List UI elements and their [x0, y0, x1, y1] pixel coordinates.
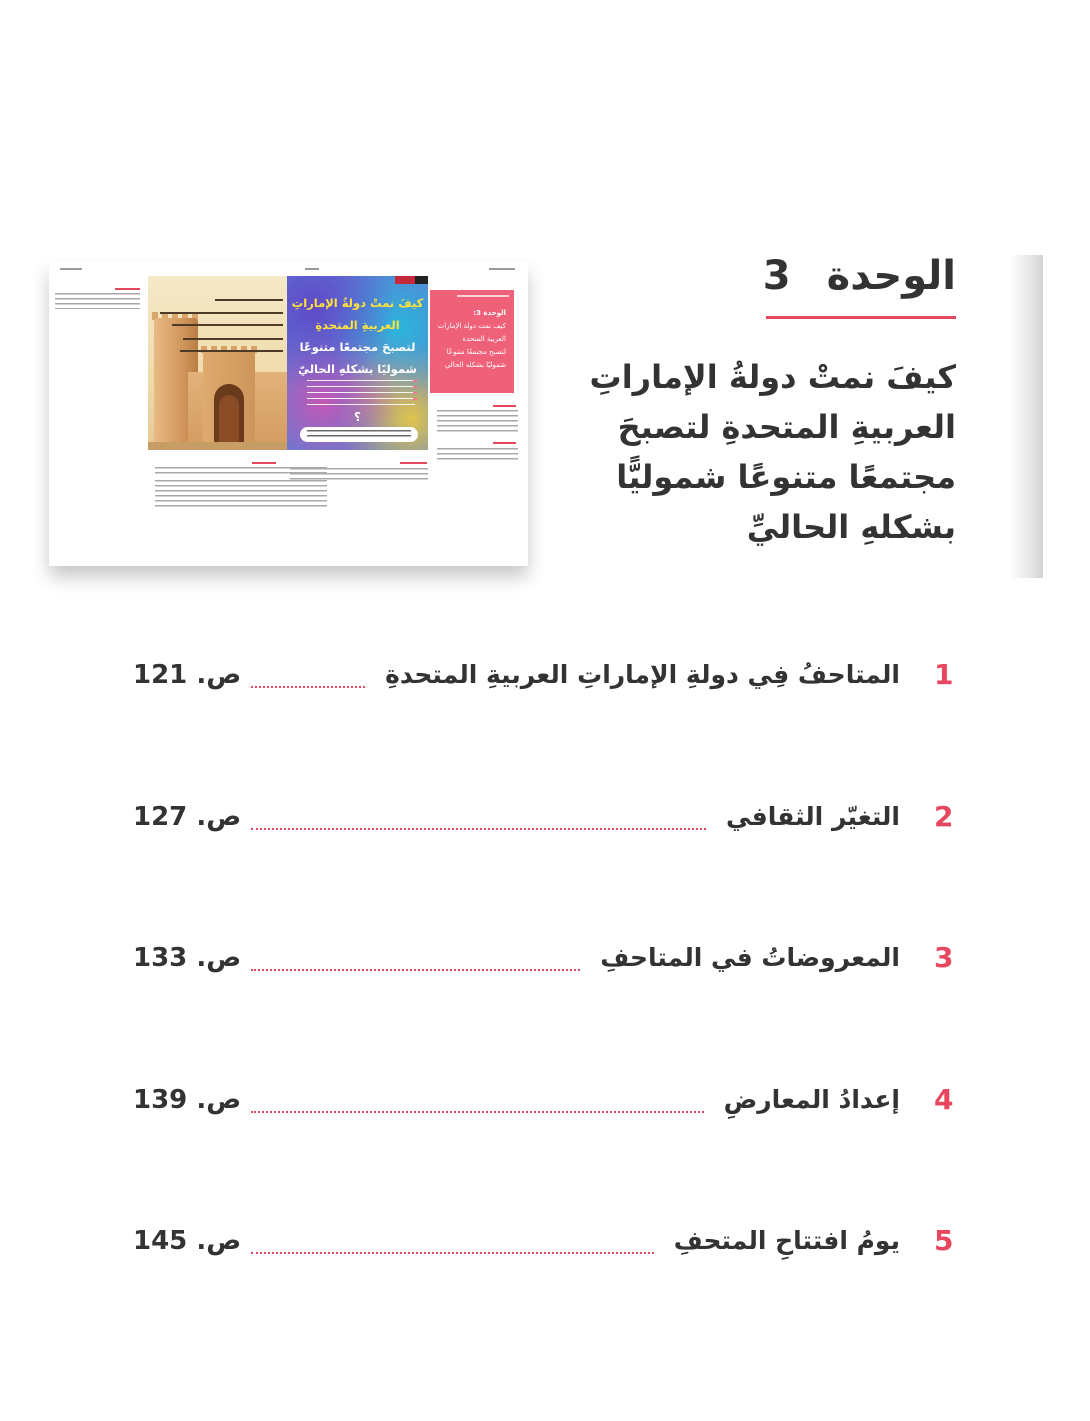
lesson-number: 4	[934, 1082, 954, 1116]
lesson-number: 1	[934, 658, 954, 691]
lesson-entry	[133, 653, 956, 697]
lesson-title: المتاحفُ فِي دولةِ الإماراتِ العربيةِ المتحدةِ	[385, 660, 900, 689]
lesson-page-ref: ص. 139	[133, 1084, 242, 1115]
fort-overlay-text-line	[160, 312, 283, 314]
dotted-leader	[251, 686, 365, 688]
unit-title-line: مجتمعًا متنوعًا شموليًّا	[616, 458, 956, 496]
unit-title-line: كيفَ نمتْ دولةُ الإماراتِ	[589, 358, 956, 396]
panel-title	[287, 292, 428, 380]
unit-heading-underline	[766, 316, 956, 319]
unit-title-line: العربيةِ المتحدةِ لتصبحَ	[617, 408, 956, 446]
unit-number: 3	[762, 253, 791, 299]
lesson-page-ref: ص. 133	[133, 943, 242, 973]
unit-info-line: كيف نمت دولة الإمارات	[437, 322, 506, 330]
thumbnail-section-heading	[252, 462, 276, 464]
unit-label: الوحدة	[826, 253, 956, 299]
unit-heading	[763, 252, 956, 300]
unit-info-box	[430, 290, 514, 393]
lesson-number: 2	[934, 799, 954, 833]
lesson-entry	[133, 1078, 956, 1122]
thumbnail-section-heading	[400, 462, 427, 464]
panel-title-line: العربيةِ المتحدةِ	[315, 318, 400, 332]
lesson-entry	[133, 936, 956, 980]
lesson-number: 5	[934, 1224, 954, 1257]
unit-title	[590, 352, 956, 552]
panel-question-text	[307, 430, 411, 439]
thumbnail-header-center	[305, 268, 319, 270]
lesson-page-ref: ص. 127	[133, 801, 242, 832]
panel-title-line: شموليًا بشكلهِ الحاليّ	[298, 362, 417, 376]
lesson-page-ref: ص. 121	[133, 660, 242, 690]
panel-tab-dark	[415, 276, 428, 284]
unit-info-text	[438, 307, 506, 372]
fort-ground	[148, 442, 287, 450]
fort-overlay-text-line	[183, 338, 283, 340]
dotted-leader	[251, 1111, 703, 1113]
thumbnail-header-right	[489, 268, 515, 270]
thumbnail-header-left	[60, 268, 82, 270]
panel-title-line: كيفَ نمتْ دولةُ الإماراتِ	[291, 296, 424, 310]
lesson-title: التغيّر الثقافي	[726, 801, 900, 831]
thumbnail-section-heading	[493, 405, 516, 407]
page-edge-shadow	[1010, 255, 1043, 578]
thumbnail-section-heading	[493, 442, 516, 444]
thumbnail-section-text	[155, 467, 327, 475]
fort-overlay-text-line	[215, 299, 283, 301]
unit-info-line: العربية المتحدة	[462, 335, 506, 343]
thumbnail-section-text	[437, 448, 518, 460]
fort-photo	[148, 276, 287, 450]
dotted-leader	[251, 828, 706, 830]
lesson-title: يومُ افتتاحِ المتحفِ	[673, 1226, 900, 1255]
thumbnail-section-text	[437, 410, 518, 432]
dotted-leader	[251, 969, 580, 971]
panel-question-mark: ؟	[354, 410, 361, 424]
panel-lesson-lines	[307, 380, 415, 406]
thumbnail-side-text	[55, 293, 140, 309]
unit-info-line: الوحدة 3:	[473, 309, 506, 317]
unit-info-header	[457, 295, 509, 297]
lesson-list	[133, 653, 956, 1263]
lesson-title: إعدادُ المعارضِ	[723, 1084, 900, 1114]
panel-title-line: لتصبحَ مجتمعًا متنوعًا	[299, 340, 416, 354]
fort-overlay-text-line	[172, 324, 283, 326]
unit-spread-thumbnail	[49, 262, 528, 566]
unit-info-line: شموليًا بشكله الحالي	[444, 361, 506, 369]
unit-title-line: بشكلهِ الحاليِّ	[746, 508, 956, 546]
thumbnail-section-text	[155, 480, 327, 510]
lesson-title: المعروضاتُ في المتاحفِ	[600, 943, 900, 972]
lesson-page-ref: ص. 145	[133, 1226, 242, 1256]
dotted-leader	[251, 1252, 654, 1254]
panel-lesson-markers	[413, 380, 417, 404]
watercolor-title-panel	[287, 276, 428, 450]
lesson-entry	[133, 795, 956, 839]
unit-info-line: لتصبح مجتمعًا متنوعًا	[446, 348, 506, 356]
thumbnail-side-heading	[115, 288, 140, 290]
panel-tab-red	[395, 276, 415, 284]
lesson-entry	[133, 1219, 956, 1263]
fort-overlay-text-line	[180, 350, 283, 352]
lesson-number: 3	[934, 941, 954, 974]
